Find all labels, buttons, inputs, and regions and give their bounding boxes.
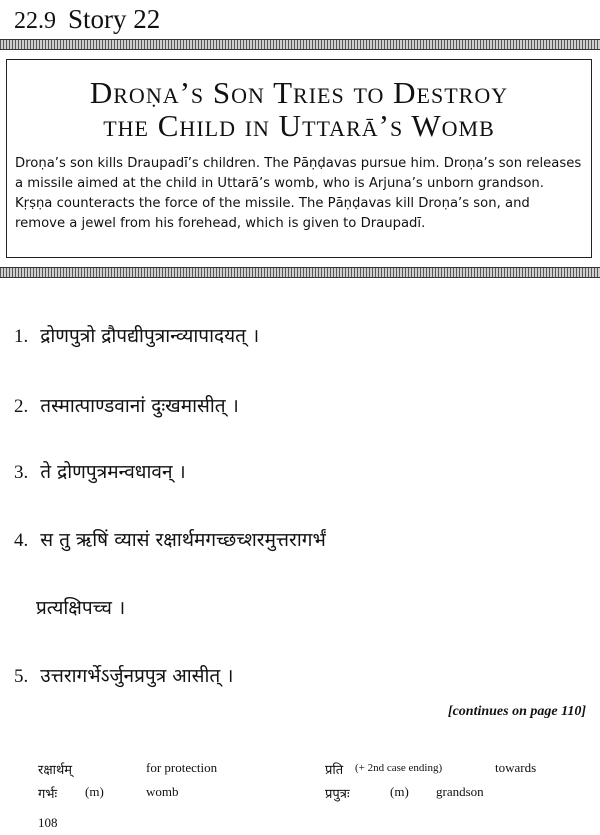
story-summary: Droṇa’s son kills Draupadī’s children. The Pāṇḍavas pursue him. Droṇa’s son releases a missile aimed at the child in Uttarā’s womb, who is Arjuna’s unborn grandson. Kṛṣṇa counteracts the force of the missile. The Pāṇḍavas kill Droṇa’s son, and remove a jewel from his forehead, which is given to Draupadī.: [15, 156, 582, 231]
vocab-meaning: for protection: [146, 760, 218, 775]
vocab-row: [0, 784, 600, 804]
section-title: Story 22: [68, 4, 161, 34]
bottom-rule: [0, 267, 600, 278]
vocab-note: (+ 2nd case ending): [355, 762, 443, 774]
sentence-4: [14, 526, 326, 552]
sentence-text: ते द्रोणपुत्रमन्वधावन् ।: [40, 461, 186, 483]
story-title-line-1: Droṇa’s Son Tries to Destroy: [89, 75, 509, 110]
page-number: 108: [38, 815, 58, 830]
vocab-term: रक्षार्थम्: [38, 763, 73, 778]
sentence-4-continued: [36, 594, 125, 620]
sentence-number: 2.: [14, 396, 29, 417]
vocab-meaning: womb: [146, 784, 179, 799]
sentence-number: 5.: [14, 666, 29, 687]
sentence-number: 3.: [14, 462, 29, 483]
sentence-number: 1.: [14, 326, 29, 347]
vocab-note: (m): [390, 784, 409, 799]
vocab-term: प्रति: [325, 763, 344, 778]
story-title-line-2: the Child in Uttarā’s Womb: [103, 108, 495, 143]
vocab-row: [0, 760, 600, 780]
sentence-3: [14, 458, 186, 484]
top-rule: [0, 39, 600, 50]
vocab-meaning: grandson: [436, 784, 484, 799]
sentence-2: [14, 392, 239, 418]
continues-note: [continues on page 110]: [447, 704, 586, 719]
section-header: [14, 4, 160, 38]
sentence-text: उत्तरागर्भेऽर्जुनप्रपुत्र आसीत् ।: [40, 665, 234, 687]
sentence-5: [14, 662, 234, 688]
sentence-text: द्रोणपुत्रो द्रौपद्यीपुत्रान्व्यापादयत् ।: [40, 325, 260, 347]
sentence-text: स तु ऋषिं व्यासं रक्षार्थमगच्छच्शरमुत्तरागर्भं: [40, 529, 326, 551]
vocab-term: प्रपुत्रः: [325, 787, 350, 802]
sentence-text: तस्मात्पाण्डवानां दुःखमासीत् ।: [40, 395, 239, 417]
vocab-meaning: towards: [495, 760, 537, 775]
section-number: 22.9: [14, 8, 56, 34]
sentence-text: प्रत्यक्षिपच्च ।: [36, 597, 126, 619]
vocab-note: (m): [85, 784, 104, 799]
story-summary-box: [6, 59, 592, 258]
story-title: [7, 76, 591, 142]
sentence-1: [14, 322, 259, 348]
vocab-term: गर्भः: [38, 787, 58, 802]
sentence-number: 4.: [14, 530, 29, 551]
